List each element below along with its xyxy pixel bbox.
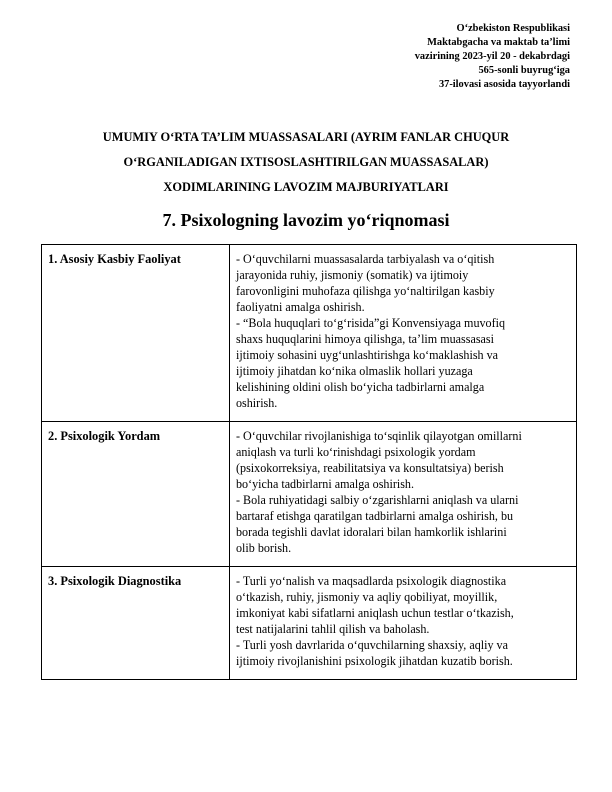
document-title-line: XODIMLARINING LAVOZIM MAJBURIYATLARI	[163, 180, 449, 194]
table-row	[42, 422, 577, 567]
description-line: ijtimoiy sohasini uyg‘unlashtirishga ko‘maklashish va	[236, 348, 499, 362]
description-line: - O‘quvchilar rivojlanishiga to‘sqinlik qilayotgan omillarni	[236, 429, 522, 443]
description-line: - “Bola huquqlari to‘g‘risida”gi Konvensiyaga muvofiq	[236, 316, 506, 330]
description-line: (psixokorreksiya, reabilitatsiya va konsultatsiya) berish	[236, 461, 504, 475]
section-title: 7. Psixologning lavozim yo‘riqnomasi	[162, 210, 450, 230]
description-line: bo‘yicha tadbirlarni amalga oshirish.	[236, 477, 414, 491]
approval-note-line: vazirining 2023-yil 20 - dekabrdagi	[414, 51, 570, 62]
duty-name-cell: 1. Asosiy Kasbiy Faoliyat	[42, 245, 230, 422]
description-line: faoliyatni amalga oshirish.	[236, 300, 365, 314]
description-line: - Turli yosh davrlarida o‘quvchilarning shaxsiy, aqliy va	[236, 638, 508, 652]
duty-description-cell	[230, 245, 577, 422]
duty-description-cell	[230, 422, 577, 567]
duty-name-cell: 3. Psixologik Diagnostika	[42, 567, 230, 680]
approval-note	[415, 22, 570, 92]
duties-table	[41, 244, 577, 680]
description-line: bartaraf etishga qaratilgan tadbirlarni amalga oshirish, bu	[236, 509, 514, 523]
description-line: ijtimoiy jihatdan ko‘nika olmaslik hollari yuzaga	[236, 364, 473, 378]
description-line: shaxs huquqlarini himoya qilishga, ta’lim muassasasi	[236, 332, 494, 346]
document-title-line: O‘RGANILADIGAN IXTISOSLASHTIRILGAN MUASSASALAR)	[123, 155, 489, 169]
approval-note-line: Maktabgacha va maktab ta’limi	[427, 37, 570, 48]
description-line: oshirish.	[236, 396, 278, 410]
document-title	[40, 125, 572, 200]
table-row	[42, 567, 577, 680]
duty-description-cell	[230, 567, 577, 680]
description-line: olib borish.	[236, 541, 292, 555]
approval-note-line: 37-ilovasi asosida tayyorlandi	[438, 79, 570, 90]
table-row	[42, 245, 577, 422]
approval-note-line: O‘zbekiston Respublikasi	[456, 23, 570, 34]
description-line: - Turli yo‘nalish va maqsadlarda psixologik diagnostika	[236, 574, 507, 588]
description-line: - O‘quvchilarni muassasalarda tarbiyalash va o‘qitish	[236, 252, 495, 266]
description-line: test natijalarini tahlil qilish va baholash.	[236, 622, 430, 636]
description-line: imkoniyat kabi sifatlarni aniqlash uchun testlar o‘tkazish,	[236, 606, 514, 620]
description-line: o‘tkazish, ruhiy, jismoniy va aqliy qobiliyat, moyillik,	[236, 590, 498, 604]
description-line: - Bola ruhiyatidagi salbiy o‘zgarishlarni aniqlash va ularni	[236, 493, 519, 507]
description-line: borada tegishli davlat idoralari bilan hamkorlik ishlarini	[236, 525, 507, 539]
description-line: ijtimoiy rivojlanishini psixologik jihatdan kuzatib borish.	[236, 654, 513, 668]
description-line: jarayonida ruhiy, jismoniy (somatik) va ijtimoiy	[236, 268, 469, 282]
description-line: farovonligini muhofaza qilishga yo‘naltirilgan kasbiy	[236, 284, 495, 298]
description-line: aniqlash va turli ko‘rinishdagi psixologik yordam	[236, 445, 476, 459]
duty-name-cell: 2. Psixologik Yordam	[42, 422, 230, 567]
description-line: kelishining oldini olish bo‘yicha tadbirlarni amalga	[236, 380, 485, 394]
document-title-line: UMUMIY O‘RTA TA’LIM MUASSASALARI (AYRIM FANLAR CHUQUR	[102, 130, 510, 144]
approval-note-line: 565-sonli buyrug‘iga	[478, 65, 570, 76]
